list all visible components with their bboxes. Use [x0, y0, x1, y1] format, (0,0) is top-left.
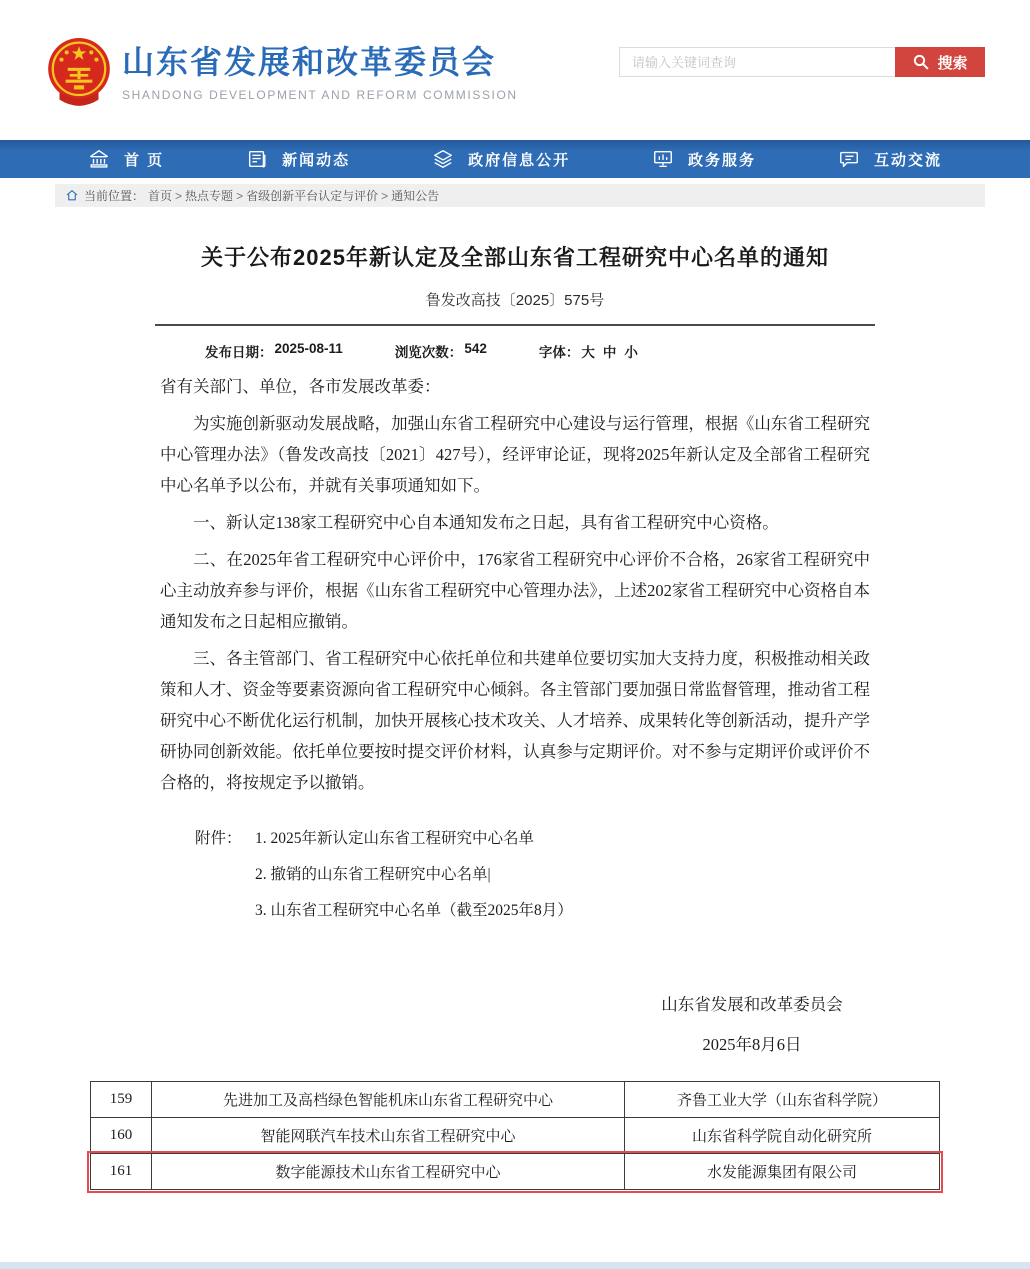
cell-org-name: 齐鲁工业大学（山东省科学院） [624, 1081, 940, 1118]
cell-center-name: 数字能源技术山东省工程研究中心 [151, 1153, 625, 1190]
font-size-medium[interactable]: 中 [602, 345, 617, 360]
cell-center-name: 智能网联汽车技术山东省工程研究中心 [151, 1117, 625, 1154]
national-emblem-logo [46, 36, 112, 112]
footer-strip [0, 1262, 1030, 1269]
paragraph: 为实施创新驱动发展战略，加强山东省工程研究中心建设与运行管理，根据《山东省工程研究中心管理办法》（鲁发改高技〔2021〕427号），经评审论证，现将2025年新认定及全部省工程研究中心名单予以公布，并就有关事项通知如下。 [160, 414, 870, 495]
salutation: 省有关部门、单位，各市发展改革委： [160, 377, 441, 396]
search-icon [912, 53, 930, 71]
attachments-label: 附件： [195, 830, 242, 847]
nav-item-label: 政务服务 [688, 151, 757, 169]
nav-item-label: 首 页 [124, 151, 165, 169]
layers-icon [432, 148, 454, 170]
document-area [0, 207, 1030, 1190]
document-number: 鲁发改高技〔2025〕575号 [425, 292, 605, 309]
signature-date: 2025年8月6日 [702, 1035, 802, 1054]
cell-row-number: 161 [90, 1153, 152, 1190]
cell-row-number: 159 [90, 1081, 152, 1118]
nav-item-news[interactable] [246, 148, 350, 170]
cell-row-number: 160 [90, 1117, 152, 1154]
site-header [0, 0, 1030, 138]
search-box [619, 47, 985, 77]
breadcrumb-separator: > [175, 188, 183, 203]
publish-date: 发布日期： 2025-08-11 [205, 341, 343, 360]
breadcrumb-item-platform[interactable]: 省级创新平台认定与评价 [246, 189, 379, 203]
view-count: 浏览次数： 542 [394, 341, 487, 360]
cell-center-name: 先进加工及高档绿色智能机床山东省工程研究中心 [151, 1081, 625, 1118]
search-input[interactable] [619, 47, 895, 77]
attachment-link-2[interactable]: 2. 撤销的山东省工程研究中心名单| [255, 866, 491, 883]
font-size-small[interactable]: 小 [624, 345, 638, 360]
attachment-link-1[interactable]: 1. 2025年新认定山东省工程研究中心名单 [255, 830, 535, 847]
breadcrumb-item-notices[interactable]: 通知公告 [391, 189, 440, 203]
nav-item-interaction[interactable] [838, 148, 942, 170]
news-icon [246, 148, 268, 170]
nav-item-home[interactable] [88, 148, 164, 170]
monitor-icon [652, 148, 674, 170]
attachment-link-3[interactable]: 3. 山东省工程研究中心名单（截至2025年8月） [255, 902, 573, 919]
breadcrumb [55, 184, 985, 207]
attachments-section [160, 828, 870, 921]
nav-item-services[interactable] [652, 148, 756, 170]
chat-icon [838, 148, 860, 170]
home-icon [65, 189, 79, 202]
breadcrumb-separator: > [381, 188, 389, 203]
search-button-label: 搜索 [937, 54, 968, 72]
nav-item-label: 政府信息公开 [468, 151, 571, 169]
nav-item-label: 新闻动态 [282, 151, 351, 169]
signature-org: 山东省发展和改革委员会 [661, 995, 843, 1014]
nav-item-gov-info[interactable] [432, 148, 570, 170]
main-nav [0, 140, 1030, 178]
bank-icon [88, 148, 110, 170]
font-size-large[interactable]: 大 [581, 345, 595, 360]
site-title-group [122, 42, 518, 102]
paragraph: 一、新认定138家工程研究中心自本通知发布之日起，具有省工程研究中心资格。 [193, 513, 779, 532]
document-body [160, 371, 870, 798]
site-title: 山东省发展和改革委员会 [122, 44, 497, 80]
breadcrumb-prefix: 当前位置： [84, 189, 145, 203]
signature-block [602, 991, 902, 1055]
cell-org-name: 山东省科学院自动化研究所 [624, 1117, 940, 1154]
breadcrumb-item-home[interactable]: 首页 [148, 189, 173, 203]
title-divider [155, 324, 875, 326]
table-row-highlighted [90, 1153, 940, 1190]
table-row [90, 1117, 940, 1154]
search-button[interactable] [895, 47, 985, 77]
center-list-table [90, 1081, 940, 1190]
paragraph: 二、在2025年省工程研究中心评价中，176家省工程研究中心评价不合格，26家省工程研究中心主动放弃参与评价，根据《山东省工程研究中心管理办法》，上述202家省工程研究中心资格自本通知发布之日起相应撤销。 [160, 550, 870, 631]
table-row [90, 1081, 940, 1118]
document-meta [205, 341, 1030, 361]
font-size-control: 字体： 大 中 小 [539, 341, 638, 361]
nav-item-label: 互动交流 [873, 151, 942, 169]
cell-org-name: 水发能源集团有限公司 [624, 1153, 940, 1190]
breadcrumb-item-topics[interactable]: 热点专题 [185, 189, 234, 203]
paragraph: 三、各主管部门、省工程研究中心依托单位和共建单位要切实加大支持力度，积极推动相关政策和人才、资金等要素资源向省工程研究中心倾斜。各主管部门要加强日常监督管理，推动省工程研究中心不断优化运行机制，加快开展核心技术攻关、人才培养、成果转化等创新活动，提升产学研协同创新效能。依托单位要按时提交评价材料，认真参与定期评价。对不参与定期评价或评价不合格的，将按规定予以撤销。 [160, 649, 870, 792]
site-subtitle: SHANDONG DEVELOPMENT AND REFORM COMMISSION [122, 88, 518, 102]
document-title: 关于公布2025年新认定及全部山东省工程研究中心名单的通知 [201, 245, 829, 270]
breadcrumb-separator: > [236, 188, 244, 203]
